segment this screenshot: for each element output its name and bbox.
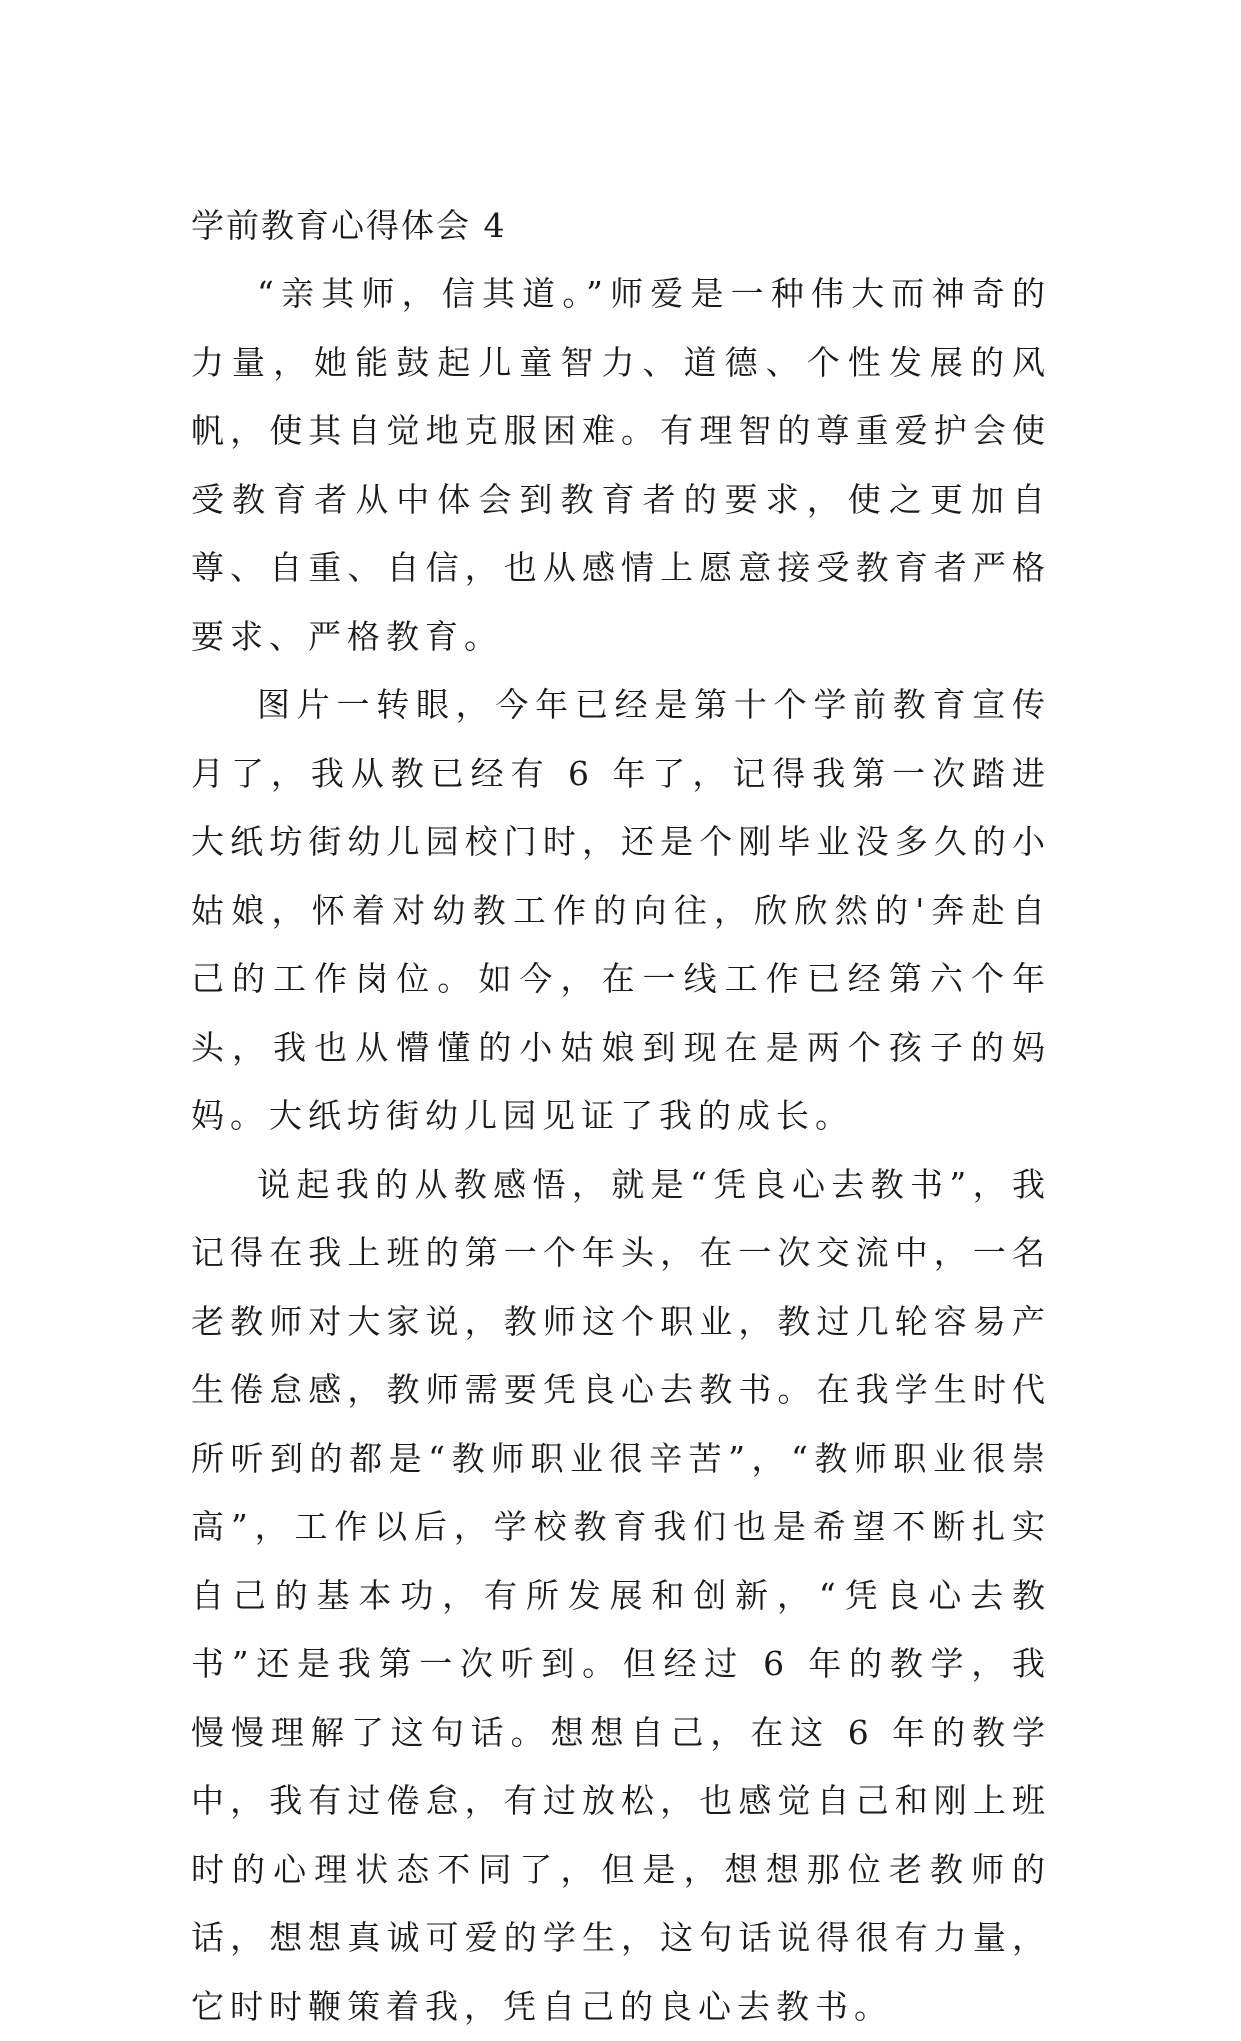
document-body: [191, 192, 1051, 2041]
paragraph-1: “亲其师，信其道。”师爱是一种伟大而神奇的力量，她能鼓起儿童智力、道德、个性发展的风帆，使其自觉地克服困难。有理智的尊重爱护会使受教育者从中体会到教育者的要求，使之更加自尊、自重、自信，也从感情上愿意接受教育者严格要求、严格教育。: [191, 260, 1051, 671]
paragraph-3: 说起我的从教感悟，就是“凭良心去教书”，我记得在我上班的第一个年头，在一次交流中，一名老教师对大家说，教师这个职业，教过几轮容易产生倦怠感，教师需要凭良心去教书。在我学生时代所听到的都是“教师职业很辛苦”，“教师职业很崇高”，工作以后，学校教育我们也是希望不断扎实自己的基本功，有所发展和创新，“凭良心去教书”还是我第一次听到。但经过 6 年的教学，我慢慢理解了这句话。想想自己，在这 6 年的教学中，我有过倦怠，有过放松，也感觉自己和刚上班时的心理状态不同了，但是，想想那位老教师的话，想想真诚可爱的学生，这句话说得很有力量，它时时鞭策着我，凭自己的良心去教书。: [191, 1151, 1051, 2041]
document-title: 学前教育心得体会 4: [191, 192, 1051, 260]
paragraph-2: 图片一转眼，今年已经是第十个学前教育宣传月了，我从教已经有 6 年了，记得我第一次踏进大纸坊街幼儿园校门时，还是个刚毕业没多久的小姑娘，怀着对幼教工作的向往，欣欣然的'奔赴自己的工作岗位。如今，在一线工作已经第六个年头，我也从懵懂的小姑娘到现在是两个孩子的妈妈。大纸坊街幼儿园见证了我的成长。: [191, 671, 1051, 1151]
